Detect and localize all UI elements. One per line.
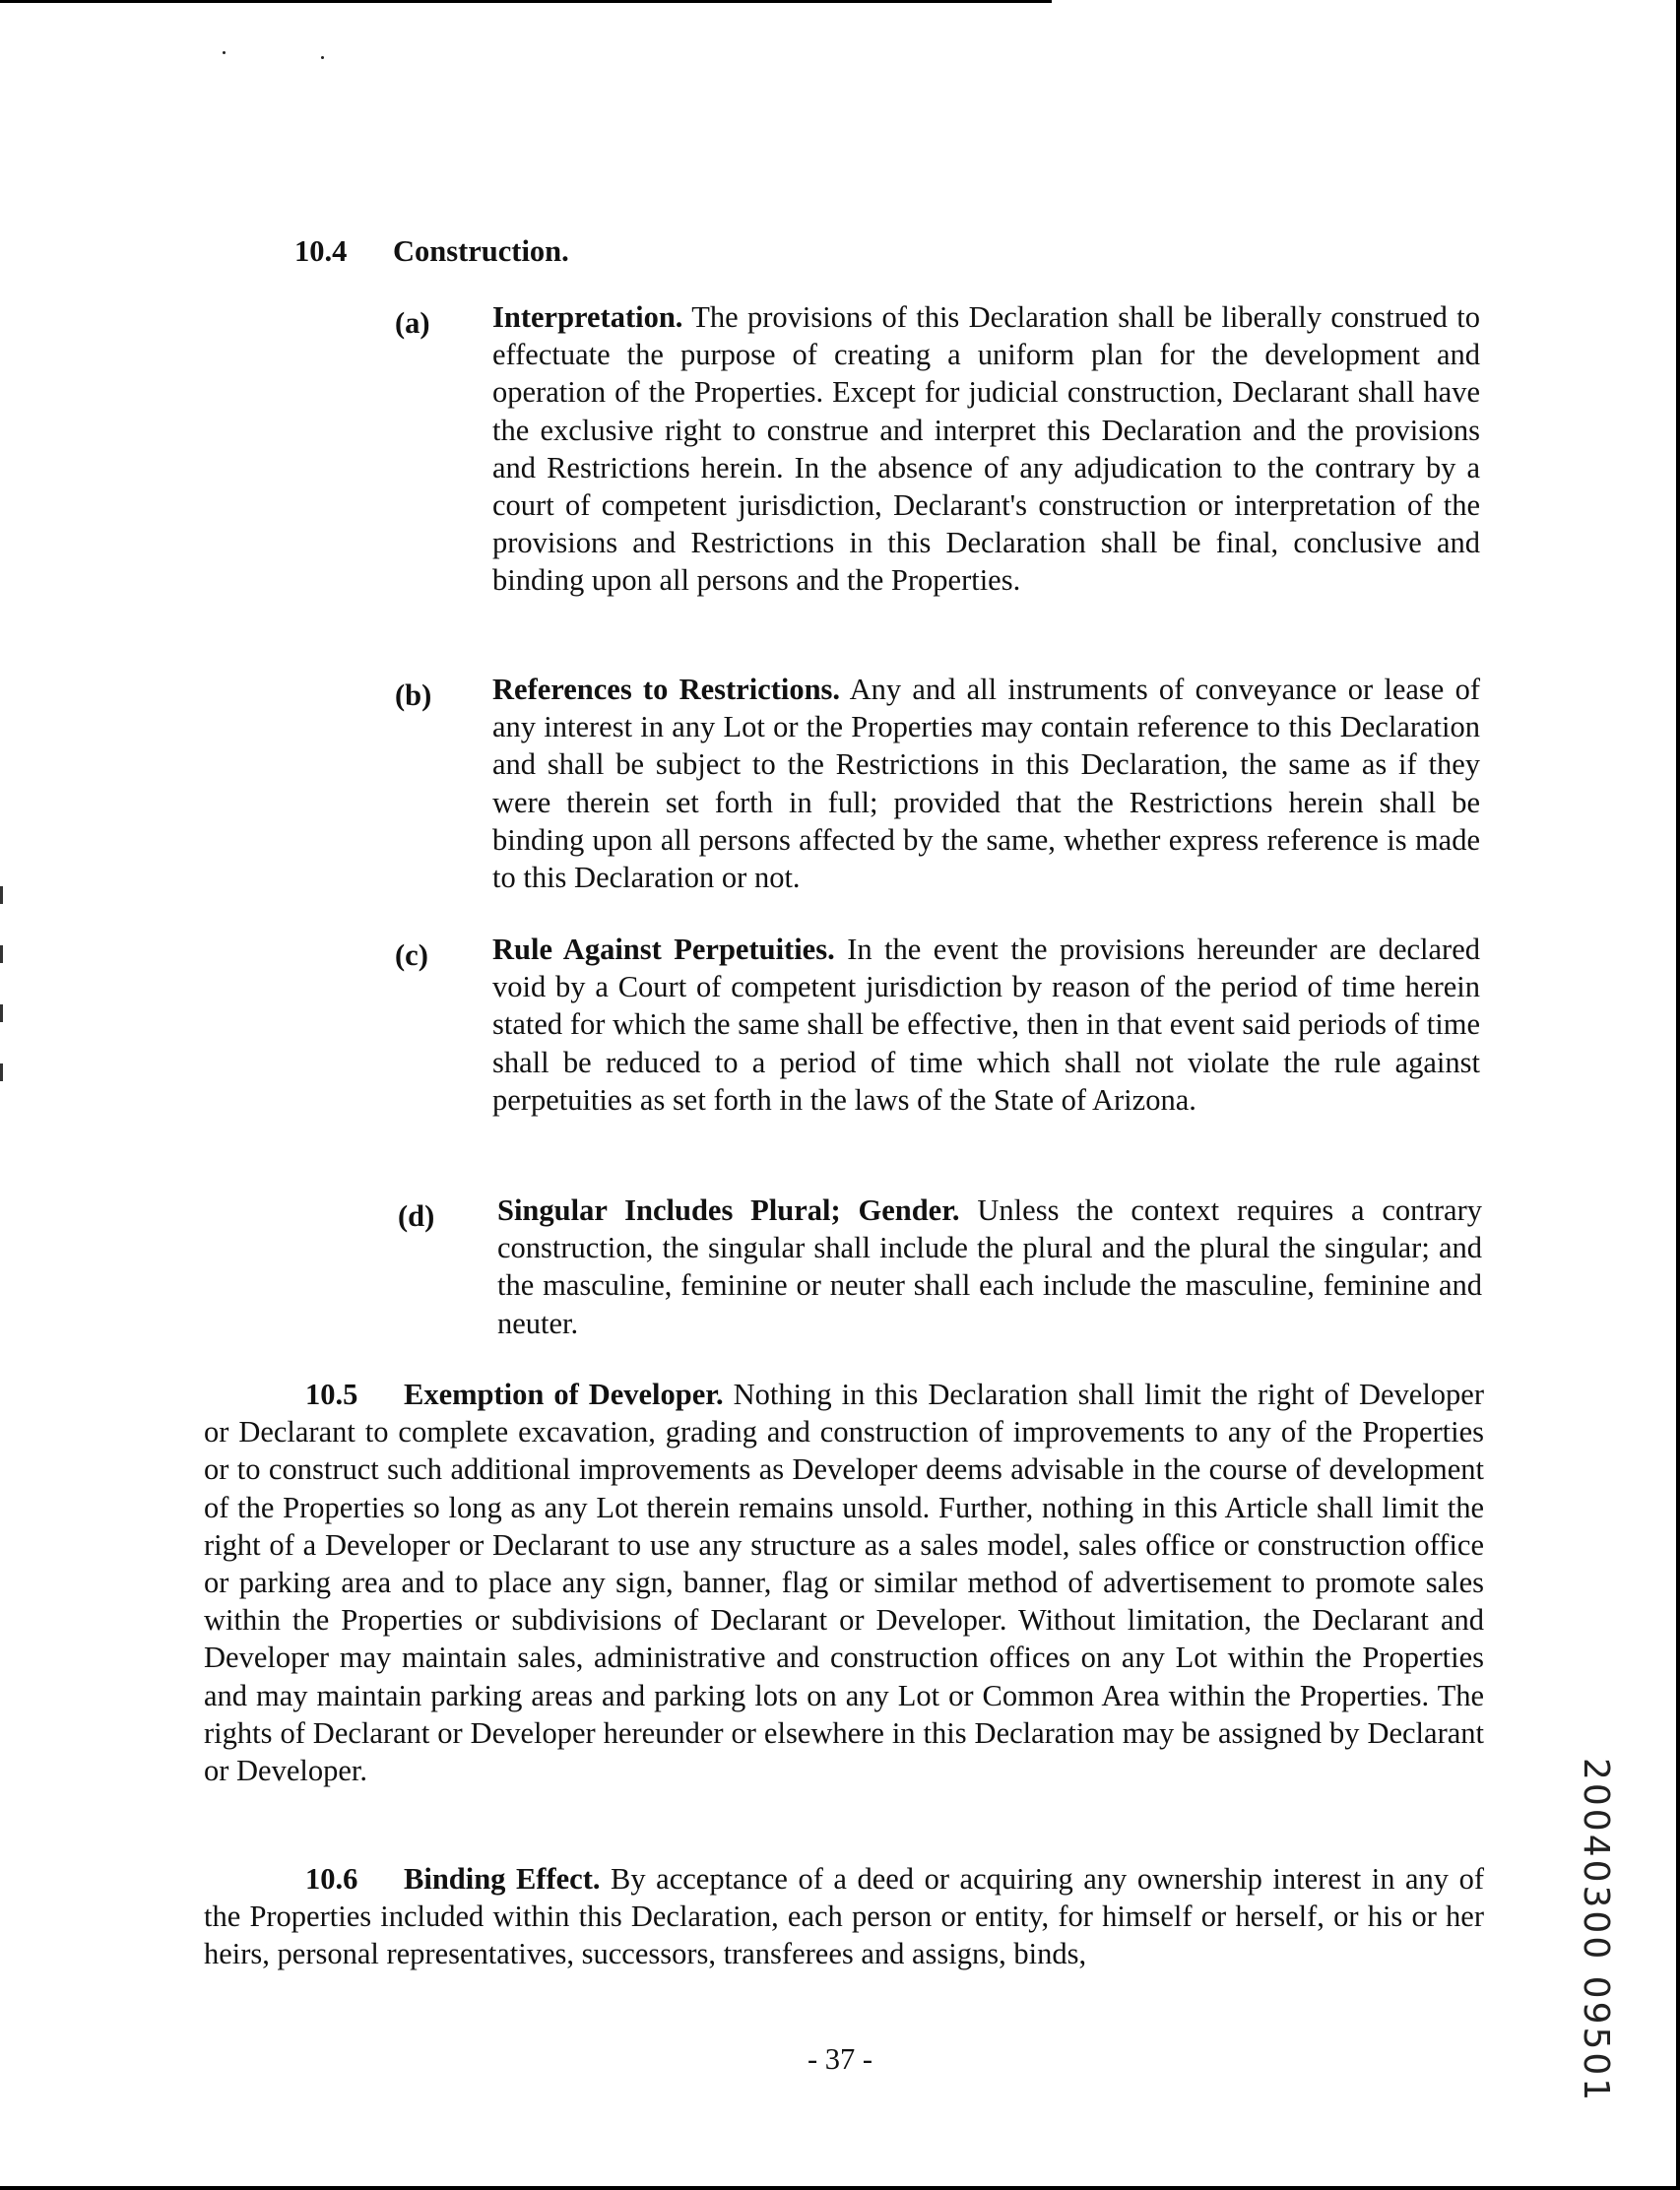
recording-stamp: 20040300 09501 (1576, 1758, 1616, 2104)
subsection-a-heading: Interpretation. (492, 300, 683, 334)
subsection-d-label: (d) (398, 1199, 435, 1233)
subsection-a-text: The provisions of this Declaration shall be liberally construed to effectuate the purpose of creating a uniform plan for the development and operation of the Properties. Except for judicial construction, Declarant shall have the exclusive right to construe and interpret this Declaration and the provisions and Restrictions herein. In the absence of any adjudication to the contrary by a court of competent jurisdiction, Declarant's construction or interpretation of the provisions and Restrictions in this Declaration shall be final, conclusive and binding upon all persons and the Properties. (492, 300, 1480, 598)
section-10-6-text: By acceptance of a deed or acquiring any ownership interest in any of the Properties included within this Declaration, each person or entity, for himself or herself, or his or her heirs, personal representatives, successors, transferees and assigns, binds, (204, 1862, 1484, 1971)
section-number: 10.4 (294, 234, 348, 268)
subsection-c-label: (c) (395, 938, 428, 972)
subsection-b-text: Any and all instruments of conveyance or lease of any interest in any Lot or the Properties may contain reference to this Declaration and shall be subject to the Restrictions in this Declaration, the same as if they were therein set forth in full; provided that the Restrictions herein shall be binding upon all persons affected by the same, whether express reference is made to this Declaration or not. (492, 673, 1480, 895)
section-number: 10.5 (305, 1378, 358, 1411)
subsection-d-body (497, 1192, 1482, 1342)
page-number: - 37 - (807, 2042, 873, 2076)
section-10-6-heading: Binding Effect. (404, 1862, 601, 1896)
subsection-d-heading: Singular Includes Plural; Gender. (497, 1193, 960, 1227)
subsection-a-label: (a) (395, 306, 430, 340)
subsection-d-text: Unless the context requires a contrary construction, the singular shall include the plural and the plural the singular; and the masculine, feminine or neuter shall each include the masculine, feminine and neuter. (497, 1193, 1482, 1340)
subsection-b-heading: References to Restrictions. (492, 673, 841, 706)
section-10-5 (204, 1376, 1484, 1789)
subsection-b-body (492, 671, 1480, 896)
subsection-c-heading: Rule Against Perpetuities. (492, 933, 835, 966)
section-10-6 (204, 1860, 1484, 1973)
section-10-5-heading: Exemption of Developer. (404, 1378, 724, 1411)
scan-border-top (0, 0, 1052, 3)
scan-edge-marks (0, 886, 3, 1182)
subsection-b-label: (b) (395, 678, 432, 712)
subsection-c-body (492, 931, 1480, 1119)
section-10-4-heading (294, 234, 569, 269)
subsection-c-text: In the event the provisions hereunder are declared void by a Court of competent jurisdiction by reason of the period of time herein stated for which the same shall be effective, then in that event said periods of time shall be reduced to a period of time which shall not violate the rule against perpetuities as set forth in the laws of the State of Arizona. (492, 933, 1481, 1117)
scan-speck (223, 51, 226, 54)
scan-speck (321, 56, 324, 59)
subsection-a-body (492, 298, 1480, 600)
scan-border-right (1676, 0, 1680, 2190)
scan-border-bottom (0, 2186, 1680, 2190)
section-title: Construction. (393, 234, 569, 268)
section-number: 10.6 (305, 1862, 358, 1896)
section-10-5-text: Nothing in this Declaration shall limit the right of Developer or Declarant to complete excavation, grading and construction of improvements to any of the Properties or to construct such additional improvements as Developer deems advisable in the course of development of the Properties so long as any Lot therein remains unsold. Further, nothing in this Article shall limit the right of a Developer or Declarant to use any structure as a sales model, sales office or construction office or parking area and to place any sign, banner, flag or similar method of advertisement to promote sales within the Properties or subdivisions of Declarant or Developer. Without limitation, the Declarant and Developer may maintain sales, administrative and construction offices on any Lot within the Properties and may maintain parking areas and parking lots on any Lot or Common Area within the Properties. The rights of Declarant or Developer hereunder or elsewhere in this Declaration may be assigned by Declarant or Developer. (204, 1378, 1484, 1788)
